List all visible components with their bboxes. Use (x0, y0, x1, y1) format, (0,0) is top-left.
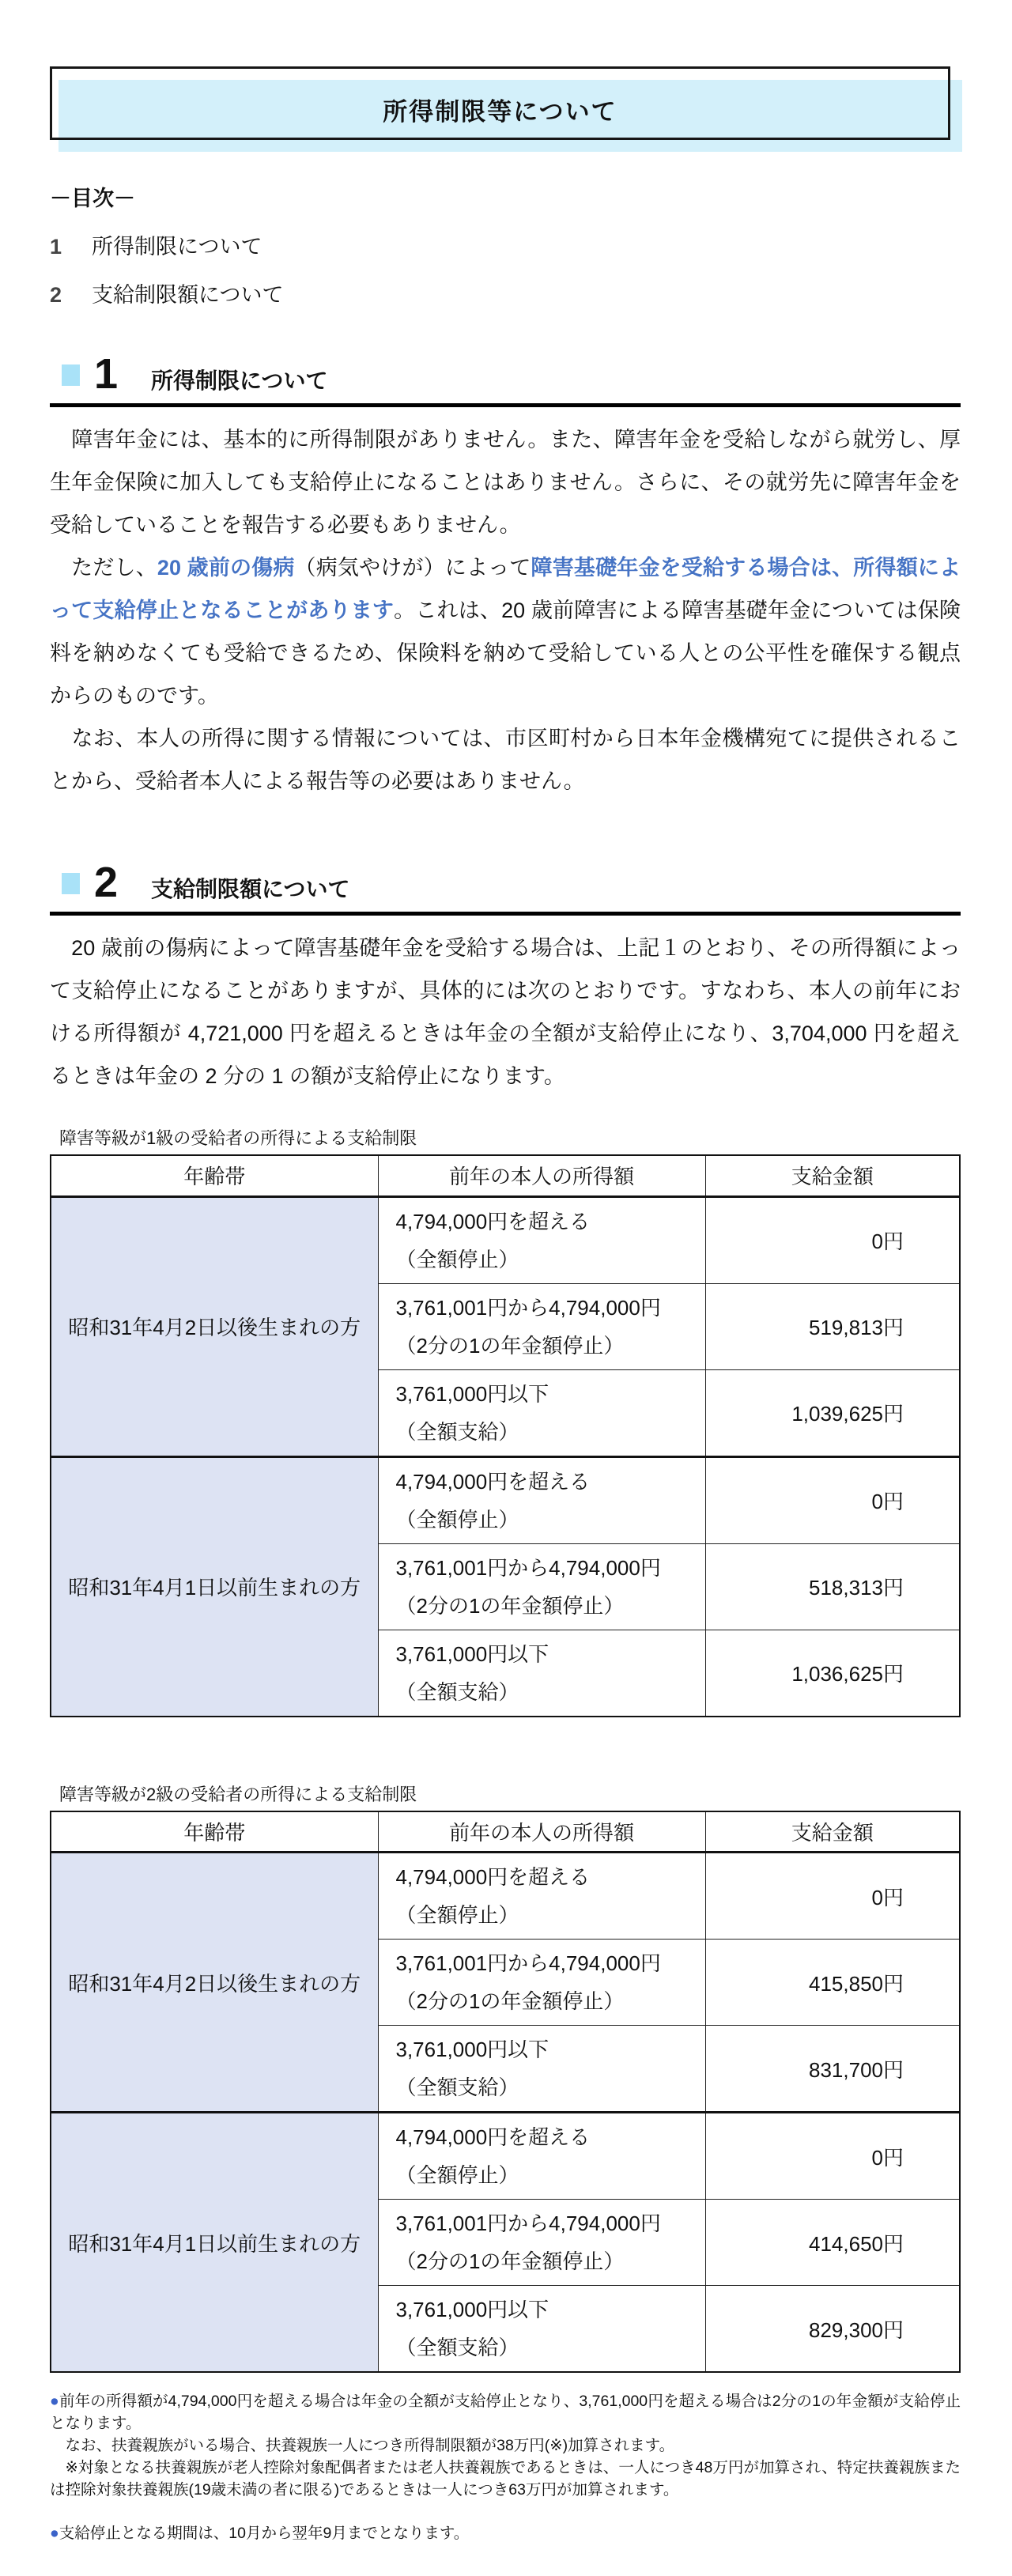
banner-border-box (50, 66, 950, 140)
income-condition-line: （全額停止） (395, 1903, 519, 1927)
income-amount-line: 3,761,000円以下 (395, 2298, 549, 2321)
income-range-cell (378, 1940, 705, 2026)
paragraph-text: ただし、 (50, 556, 157, 580)
income-amount-line: 3,761,001円から4,794,000円 (395, 2212, 661, 2235)
table-header-row (51, 1155, 960, 1196)
age-band-cell: 昭和31年4月1日以前生まれの方 (51, 2113, 378, 2373)
toc-item-label: 所得制限について (92, 235, 262, 259)
income-range-cell (378, 2286, 705, 2373)
income-amount-line: 4,794,000円を超える (395, 2125, 591, 2149)
note-line (50, 2522, 961, 2544)
note-item-1 (50, 2390, 961, 2501)
income-condition-line: （2分の1の年金額停止） (395, 2249, 625, 2273)
emphasis-text: 障害基礎年金を受給する場合は、所得額によって支給停止となることがあります (50, 556, 961, 622)
paragraph-text: （病気やけが）によって (294, 556, 531, 580)
income-amount-line: 3,761,001円から4,794,000円 (395, 1951, 661, 1975)
age-band-cell: 昭和31年4月1日以前生まれの方 (51, 1456, 378, 1717)
section-title: 所得制限について (151, 368, 328, 393)
amount-cell: 829,300円 (705, 2286, 960, 2373)
section-accent-square-icon (62, 364, 80, 386)
income-condition-line: （2分の1の年金額停止） (395, 1333, 625, 1358)
document-title: 所得制限等について (383, 98, 617, 126)
toc-item-label: 支給制限額について (92, 283, 284, 307)
income-amount-line: 3,761,001円から4,794,000円 (395, 1555, 661, 1580)
header-income: 前年の本人の所得額 (378, 1155, 705, 1196)
body-paragraph-4 (50, 927, 961, 1097)
toc-item-2 (50, 281, 961, 308)
income-amount-line: 4,794,000円を超える (395, 1865, 591, 1889)
section-2-body (50, 927, 961, 1097)
paragraph-text: 20 歳前の傷病によって障害基礎年金を受給する場合は、上記１のとおり、その所得額によって支給停止になることがありますが、具体的には次のとおりです。すなわち、本人の前年における所得額が 4,721,000 円を超えるときは年金の全額が支給停止になり、3,704,000 円を超えるときは年金の 2 分の 1 の額が支給停止になります。 (50, 936, 961, 1088)
table-header-row (51, 1811, 960, 1853)
toc (50, 185, 961, 308)
income-condition-line: （全額支給） (395, 1419, 519, 1444)
income-condition-line: （全額停止） (395, 1507, 519, 1532)
body-paragraph-2 (50, 546, 961, 717)
income-range-cell (378, 1456, 705, 1543)
body-paragraph-3 (50, 717, 961, 803)
table-row (51, 1456, 960, 1543)
note-line (50, 2390, 961, 2434)
amount-cell: 1,036,625円 (705, 1630, 960, 1717)
age-band-cell: 昭和31年4月2日以後生まれの方 (51, 1196, 378, 1456)
section-number: 2 (94, 859, 119, 906)
section-1-heading (50, 350, 961, 407)
income-amount-line: 3,761,001円から4,794,000円 (395, 1295, 661, 1320)
amount-cell: 0円 (705, 1196, 960, 1283)
note-line (50, 2457, 961, 2501)
body-paragraph-1 (50, 418, 961, 546)
income-amount-line: 4,794,000円を超える (395, 1469, 591, 1494)
income-range-cell (378, 1543, 705, 1630)
income-amount-line: 3,761,000円以下 (395, 1641, 549, 1666)
bullet-icon: ● (50, 2525, 59, 2542)
income-condition-line: （全額停止） (395, 1247, 519, 1271)
section-accent-square-icon (62, 873, 80, 894)
paragraph-text: 障害年金には、基本的に所得制限がありません。また、障害年金を受給しながら就労し、厚生年金保険に加入しても支給停止になることはありません。さらに、その就労先に障害年金を受給していることを報告する必要もありません。 (50, 428, 961, 537)
emphasis-text: 20 歳前の傷病 (157, 556, 295, 580)
income-range-cell (378, 1369, 705, 1456)
note-text: 支給停止となる期間は、10月から翌年9月までとなります。 (59, 2525, 470, 2542)
amount-cell: 415,850円 (705, 1940, 960, 2026)
income-condition-line: （全額支給） (395, 2076, 519, 2099)
table-row (51, 1196, 960, 1283)
amount-cell: 519,813円 (705, 1283, 960, 1369)
toc-item-number: 2 (50, 283, 62, 307)
amount-cell: 0円 (705, 2113, 960, 2200)
paragraph-text: 。これは、20 歳前障害による障害基礎年金については保険料を納めなくても受給できるため、保険料を納めて受給している人との公平性を確保する観点からのものです。 (50, 599, 961, 708)
header-age-band: 年齢帯 (51, 1811, 378, 1853)
income-range-cell (378, 2026, 705, 2113)
toc-heading: －目次－ (50, 187, 135, 210)
amount-cell: 1,039,625円 (705, 1369, 960, 1456)
income-condition-line: （全額支給） (395, 1679, 519, 1704)
amount-cell: 414,650円 (705, 2200, 960, 2286)
income-condition-line: （全額支給） (395, 2336, 519, 2359)
table-row (51, 1853, 960, 1940)
note-text: なお、扶養親族がいる場合、扶養親族一人につき所得制限額が38万円(※)加算されます。 (50, 2437, 675, 2454)
header-amount: 支給金額 (705, 1155, 960, 1196)
toc-item-number: 1 (50, 235, 62, 259)
section-1-body (50, 418, 961, 803)
income-condition-line: （2分の1の年金額停止） (395, 1989, 625, 2013)
income-range-cell (378, 1853, 705, 1940)
title-banner (50, 66, 950, 140)
note-line (50, 2434, 961, 2457)
income-amount-line: 4,794,000円を超える (395, 1209, 591, 1233)
age-band-cell: 昭和31年4月2日以後生まれの方 (51, 1853, 378, 2113)
header-amount: 支給金額 (705, 1811, 960, 1853)
income-range-cell (378, 2200, 705, 2286)
note-text: 前年の所得額が4,794,000円を超える場合は年金の全額が支給停止となり、3,761,000円を超える場合は2分の1の年金額が支給停止となります。 (50, 2393, 961, 2432)
bullet-icon: ● (50, 2393, 59, 2410)
table-caption-grade2: 障害等級が2級の受給者の所得による支給制限 (59, 1784, 417, 1804)
table-row (51, 2113, 960, 2200)
header-income: 前年の本人の所得額 (378, 1811, 705, 1853)
note-text: ※対象となる扶養親族が老人控除対象配偶者または老人扶養親族であるときは、一人につき48万円が加算され、特定扶養親族または控除対象扶養親族(19歳未満の者に限る)であるときは一人につき63万円が加算されます。 (50, 2459, 961, 2499)
paragraph-text: なお、本人の所得に関する情報については、市区町村から日本年金機構宛てに提供されることから、受給者本人による報告等の必要はありません。 (50, 727, 961, 793)
amount-cell: 831,700円 (705, 2026, 960, 2113)
income-range-cell (378, 2113, 705, 2200)
header-age-band: 年齢帯 (51, 1155, 378, 1196)
note-item-2 (50, 2522, 961, 2544)
table-caption-grade1: 障害等級が1級の受給者の所得による支給制限 (59, 1128, 417, 1148)
income-amount-line: 3,761,000円以下 (395, 2038, 549, 2061)
amount-cell: 518,313円 (705, 1543, 960, 1630)
payment-limit-table-grade1 (50, 1154, 961, 1717)
payment-limit-table-grade2 (50, 1811, 961, 2374)
income-range-cell (378, 1196, 705, 1283)
income-amount-line: 3,761,000円以下 (395, 1381, 549, 1406)
income-condition-line: （2分の1の年金額停止） (395, 1593, 625, 1618)
section-title: 支給制限額について (151, 877, 350, 901)
section-2-heading (50, 859, 961, 916)
section-number: 1 (94, 350, 119, 398)
income-range-cell (378, 1283, 705, 1369)
amount-cell: 0円 (705, 1853, 960, 1940)
amount-cell: 0円 (705, 1456, 960, 1543)
income-condition-line: （全額停止） (395, 2163, 519, 2187)
toc-item-1 (50, 233, 961, 260)
income-range-cell (378, 1630, 705, 1717)
footnotes (50, 2390, 961, 2544)
